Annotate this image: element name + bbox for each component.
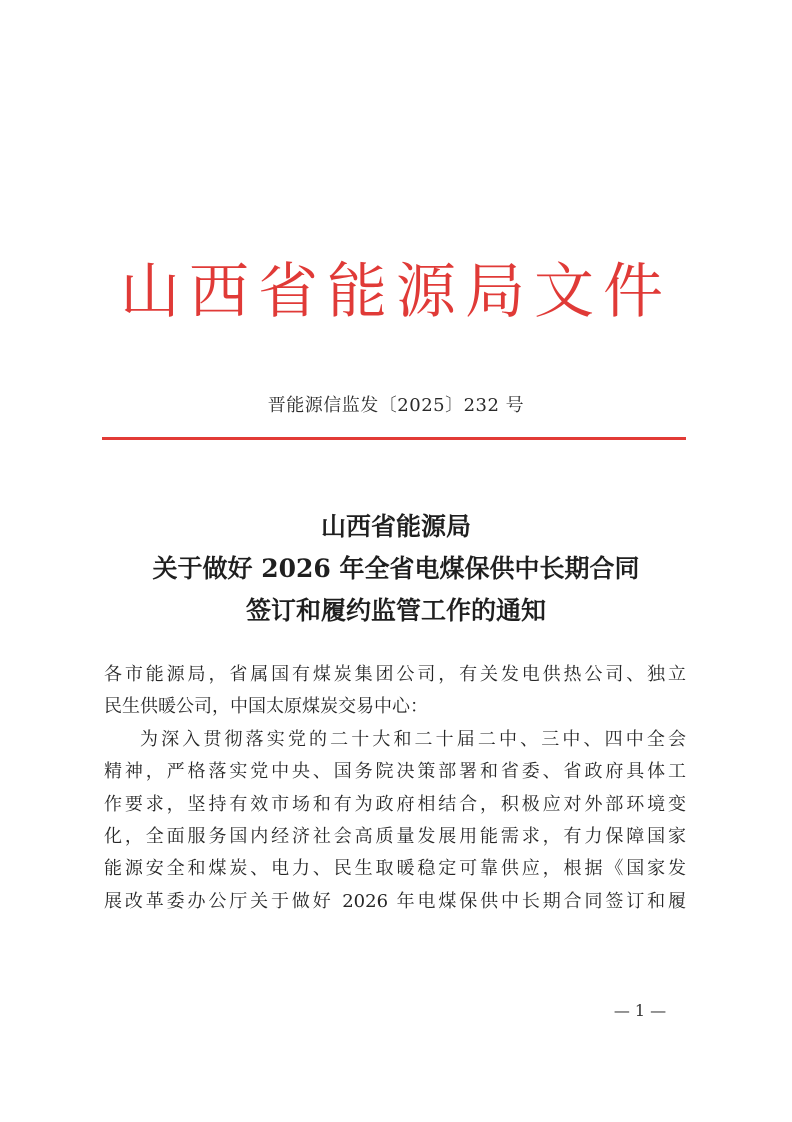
paragraph-line: 作要求，坚持有效市场和有为政府相结合，积极应对外部环境变 — [104, 793, 686, 815]
title-line: 签订和履约监管工作的通知 — [245, 596, 546, 625]
document-number: 晋能源信监发〔2025〕232 号 — [267, 395, 525, 416]
document-title — [0, 506, 792, 632]
document-masthead: 山西省能源局文件 — [120, 257, 672, 327]
paragraph-line: 化，全面服务国内经济社会高质量发展用能需求，有力保障国家 — [104, 825, 686, 847]
red-separator-line — [102, 437, 686, 440]
paragraph-line: 为深入贯彻落实党的二十大和二十届二中、三中、四中全会 — [140, 728, 686, 750]
page-number: — 1 — — [613, 1001, 667, 1020]
addressee-line: 民生供暖公司，中国太原煤炭交易中心： — [104, 696, 428, 718]
addressee-line: 各市能源局，省属国有煤炭集团公司，有关发电供热公司、独立 — [104, 664, 686, 685]
paragraph-line: 能源安全和煤炭、电力、民生取暖稳定可靠供应，根据《国家发 — [104, 858, 686, 880]
paragraph-line: 精神，严格落实党中央、国务院决策部署和省委、省政府具体工 — [104, 761, 686, 783]
title-line: 山西省能源局 — [320, 512, 471, 541]
paragraph-line: 展改革委办公厅关于做好 2026 年电煤保供中长期合同签订和履 — [104, 890, 686, 912]
document-body — [104, 659, 686, 918]
title-line: 关于做好 2026 年全省电煤保供中长期合同 — [152, 554, 640, 583]
